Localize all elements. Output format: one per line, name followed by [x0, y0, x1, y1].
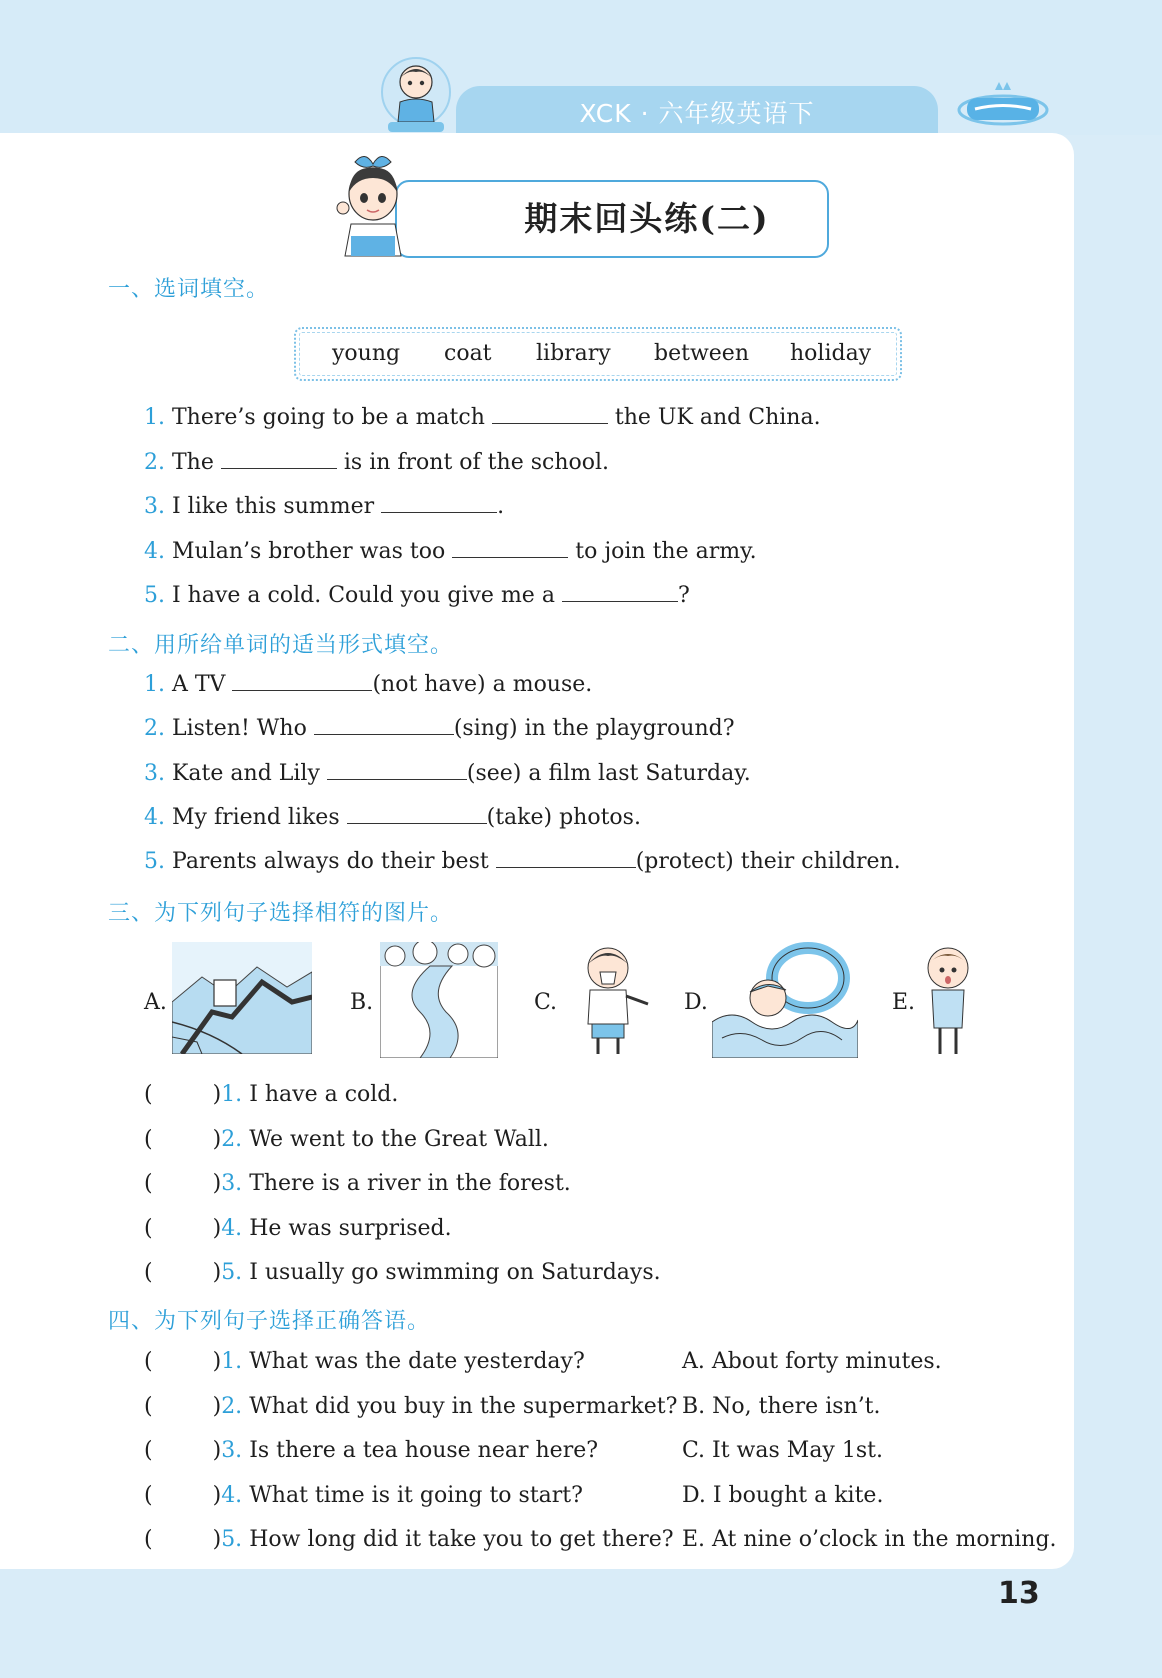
question-number: 2. — [221, 1127, 243, 1152]
answer-paren-close: ) — [212, 1260, 222, 1285]
question-text: Mulan’s brother was too — [172, 539, 446, 564]
s2-question-2 — [144, 716, 735, 741]
answer-paren-open[interactable]: ( — [144, 1394, 153, 1419]
answer-blank[interactable] — [221, 450, 337, 469]
s4-question-5 — [144, 1527, 674, 1552]
question-number: 5. — [144, 849, 165, 874]
question-number: 5. — [221, 1527, 243, 1552]
s1-question-4 — [144, 539, 757, 564]
s4-question-2 — [144, 1394, 677, 1419]
answer-paren-open[interactable]: ( — [144, 1082, 153, 1107]
s3-question-1 — [144, 1082, 398, 1107]
section3-heading: 三、为下列句子选择相符的图片。 — [108, 901, 454, 926]
question-number: 4. — [221, 1483, 243, 1508]
question-text: There’s going to be a match — [172, 405, 485, 430]
answer-blank[interactable] — [327, 761, 467, 780]
question-number: 1. — [144, 672, 165, 697]
word-bank-item: holiday — [790, 341, 872, 366]
s4-question-1 — [144, 1349, 585, 1374]
question-text: (see) a film last Saturday. — [466, 761, 751, 786]
question-text: . — [497, 494, 505, 519]
question-number: 4. — [144, 805, 165, 830]
section4-heading: 四、为下列句子选择正确答语。 — [108, 1309, 431, 1334]
question-number: 2. — [144, 716, 165, 741]
question-text: ? — [677, 583, 690, 608]
question-text: the UK and China. — [614, 405, 821, 430]
answer-paren-open[interactable]: ( — [144, 1349, 153, 1374]
question-number: 4. — [144, 539, 165, 564]
question-text: How long did it take you to get there? — [249, 1527, 674, 1552]
boy-surprised-icon — [918, 942, 976, 1058]
question-text: My friend likes — [172, 805, 340, 830]
answer-paren-close: ) — [212, 1438, 222, 1463]
s1-question-3 — [144, 494, 504, 519]
question-text: (protect) their children. — [635, 849, 901, 874]
answer-blank[interactable] — [232, 672, 372, 691]
answer-paren-open[interactable]: ( — [144, 1171, 153, 1196]
answer-blank[interactable] — [452, 539, 568, 558]
s3-question-3 — [144, 1171, 571, 1196]
question-text: Is there a tea house near here? — [249, 1438, 599, 1463]
answer-option-e: E. At nine o’clock in the morning. — [682, 1527, 1057, 1552]
s1-question-1 — [144, 405, 821, 430]
question-text: (sing) in the playground? — [453, 716, 735, 741]
answer-paren-open[interactable]: ( — [144, 1216, 153, 1241]
picture-label-b: B. — [350, 990, 374, 1015]
s2-question-5 — [144, 849, 901, 874]
question-text: I like this summer — [172, 494, 375, 519]
question-number: 1. — [221, 1349, 243, 1374]
page-number: 13 — [998, 1576, 1040, 1611]
question-number: 3. — [221, 1438, 243, 1463]
question-text: to join the army. — [575, 539, 757, 564]
question-text: (not have) a mouse. — [372, 672, 593, 697]
answer-paren-open[interactable]: ( — [144, 1483, 153, 1508]
question-text: A TV — [172, 672, 226, 697]
answer-paren-close: ) — [212, 1171, 222, 1196]
answer-blank[interactable] — [347, 805, 487, 824]
s3-question-4 — [144, 1216, 452, 1241]
answer-paren-open[interactable]: ( — [144, 1527, 153, 1552]
answer-paren-close: ) — [212, 1527, 222, 1552]
boy-cold-icon — [564, 942, 652, 1058]
section2-heading: 二、用所给单词的适当形式填空。 — [108, 633, 454, 658]
worksheet-title: 期末回头练(二) — [524, 199, 770, 238]
answer-blank[interactable] — [496, 849, 636, 868]
question-number: 3. — [144, 494, 165, 519]
word-bank-item: library — [536, 341, 611, 366]
question-text: (take) photos. — [486, 805, 641, 830]
word-bank-item: young — [332, 341, 401, 366]
question-text: Kate and Lily — [172, 761, 320, 786]
question-number: 5. — [221, 1260, 243, 1285]
answer-blank[interactable] — [314, 716, 454, 735]
picture-label-e: E. — [892, 990, 916, 1015]
question-text: What did you buy in the supermarket? — [249, 1394, 678, 1419]
s2-question-1 — [144, 672, 592, 697]
question-text: He was surprised. — [249, 1216, 452, 1241]
picture-label-c: C. — [534, 990, 558, 1015]
s1-question-2 — [144, 450, 609, 475]
answer-paren-close: ) — [212, 1483, 222, 1508]
boy-swimming-icon — [712, 942, 858, 1058]
worksheet-title-box — [395, 180, 829, 258]
question-number: 5. — [144, 583, 165, 608]
s2-question-3 — [144, 761, 751, 786]
s4-question-4 — [144, 1483, 583, 1508]
answer-option-a: A. About forty minutes. — [682, 1349, 942, 1374]
picture-label-a: A. — [144, 990, 167, 1015]
question-text: Parents always do their best — [172, 849, 489, 874]
answer-paren-open[interactable]: ( — [144, 1260, 153, 1285]
question-text: I have a cold. — [249, 1082, 399, 1107]
question-text: is in front of the school. — [343, 450, 610, 475]
question-number: 2. — [144, 450, 165, 475]
question-number: 1. — [221, 1082, 243, 1107]
answer-option-c: C. It was May 1st. — [682, 1438, 883, 1463]
answer-paren-close: ) — [212, 1082, 222, 1107]
answer-paren-open[interactable]: ( — [144, 1438, 153, 1463]
question-text: We went to the Great Wall. — [249, 1127, 549, 1152]
mascot-girl-icon — [335, 148, 413, 258]
answer-paren-close: ) — [212, 1216, 222, 1241]
question-text: Listen! Who — [172, 716, 307, 741]
answer-paren-close: ) — [212, 1394, 222, 1419]
answer-paren-close: ) — [212, 1349, 222, 1374]
s2-question-4 — [144, 805, 641, 830]
mascot-boy-icon — [378, 52, 454, 136]
question-number: 3. — [221, 1171, 243, 1196]
forest-river-icon — [380, 942, 498, 1058]
question-text: What was the date yesterday? — [249, 1349, 585, 1374]
question-text: I usually go swimming on Saturdays. — [249, 1260, 661, 1285]
question-text: The — [172, 450, 214, 475]
answer-blank[interactable] — [381, 494, 497, 513]
question-text: I have a cold. Could you give me a — [172, 583, 555, 608]
question-number: 1. — [144, 405, 165, 430]
answer-option-d: D. I bought a kite. — [682, 1483, 884, 1508]
question-number: 2. — [221, 1394, 243, 1419]
word-bank-item: coat — [444, 341, 492, 366]
brand-logo-icon — [955, 80, 1051, 130]
s4-question-3 — [144, 1438, 598, 1463]
answer-blank[interactable] — [492, 405, 608, 424]
section1-heading: 一、选词填空。 — [108, 277, 270, 302]
answer-paren-open[interactable]: ( — [144, 1127, 153, 1152]
picture-label-d: D. — [684, 990, 708, 1015]
answer-paren-close: ) — [212, 1127, 222, 1152]
question-number: 4. — [221, 1216, 243, 1241]
answer-blank[interactable] — [562, 583, 678, 602]
s1-question-5 — [144, 583, 690, 608]
s3-question-5 — [144, 1260, 661, 1285]
word-bank-item: between — [654, 341, 749, 366]
answer-option-b: B. No, there isn’t. — [682, 1394, 881, 1419]
header-tab: XCK · 六年级英语下 — [456, 86, 938, 138]
great-wall-icon — [172, 942, 312, 1054]
question-text: What time is it going to start? — [249, 1483, 583, 1508]
s3-question-2 — [144, 1127, 549, 1152]
word-bank — [294, 327, 902, 381]
question-number: 3. — [144, 761, 165, 786]
question-text: There is a river in the forest. — [249, 1171, 571, 1196]
